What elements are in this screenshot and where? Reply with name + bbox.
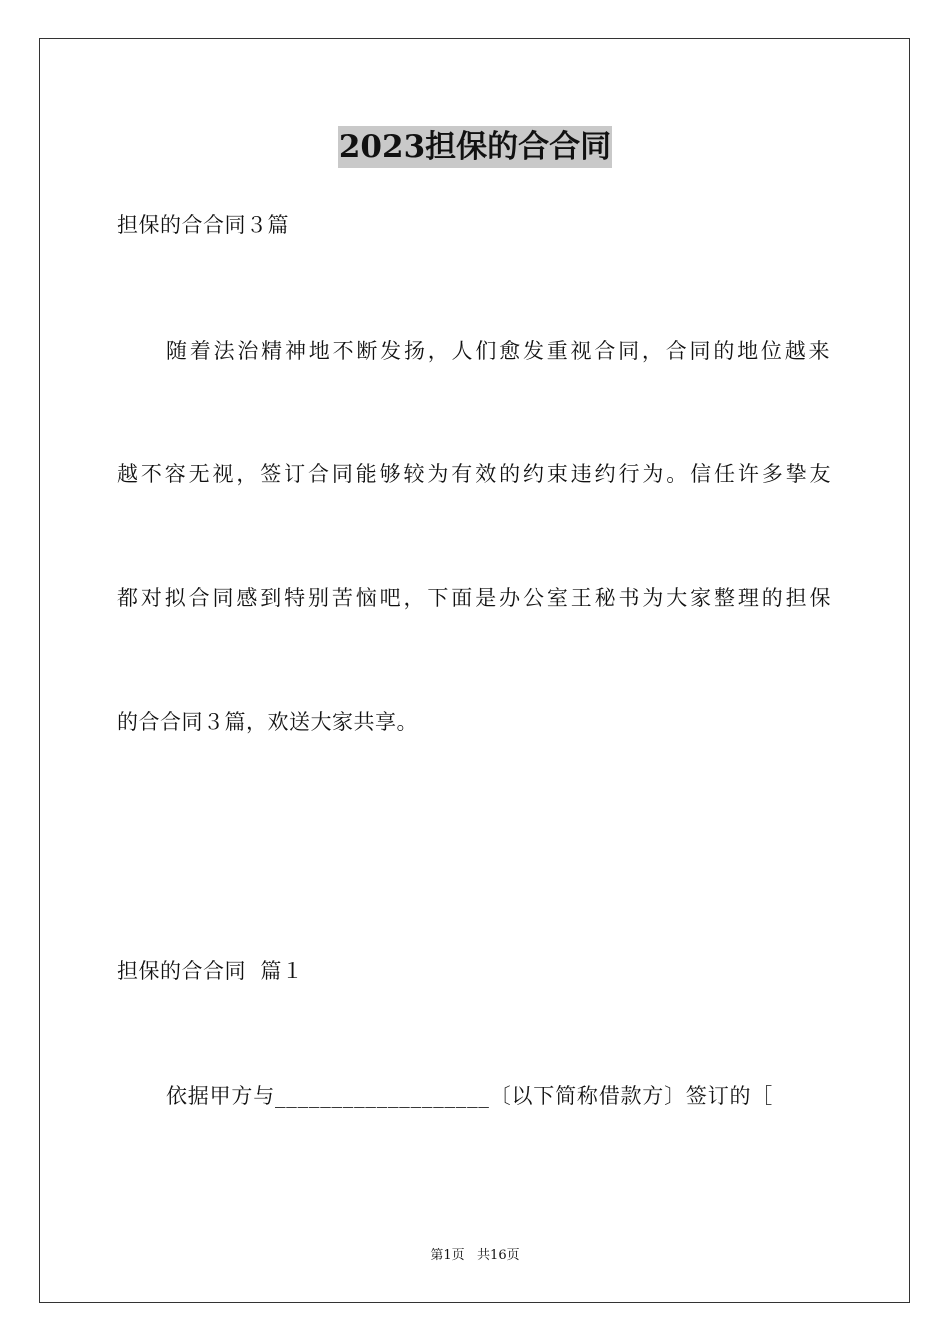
intro-line-1: 随着法治精神地不断发扬，人们愈发重视合同，合同的地位越来 — [166, 339, 830, 363]
document-subtitle: 担保的合合同３篇 — [117, 213, 289, 237]
document-title: 2023担保的合合同 — [338, 126, 612, 168]
intro-line-4: 的合合同３篇，欢送大家共享。 — [117, 710, 418, 734]
section-first-line: 依据甲方与___________________〔以下简称借款方〕签订的［ — [166, 1084, 774, 1108]
intro-line-3: 都对拟合同感到特别苦恼吧，下面是办公室王秘书为大家整理的担保 — [117, 586, 831, 610]
intro-line-2: 越不容无视，签订合同能够较为有效的约束违约行为。信任许多挚友 — [117, 462, 831, 486]
title-block — [0, 126, 950, 168]
section-heading: 担保的合合同 篇１ — [117, 959, 304, 983]
page-number: 第1页 共16页 — [430, 1248, 520, 1263]
